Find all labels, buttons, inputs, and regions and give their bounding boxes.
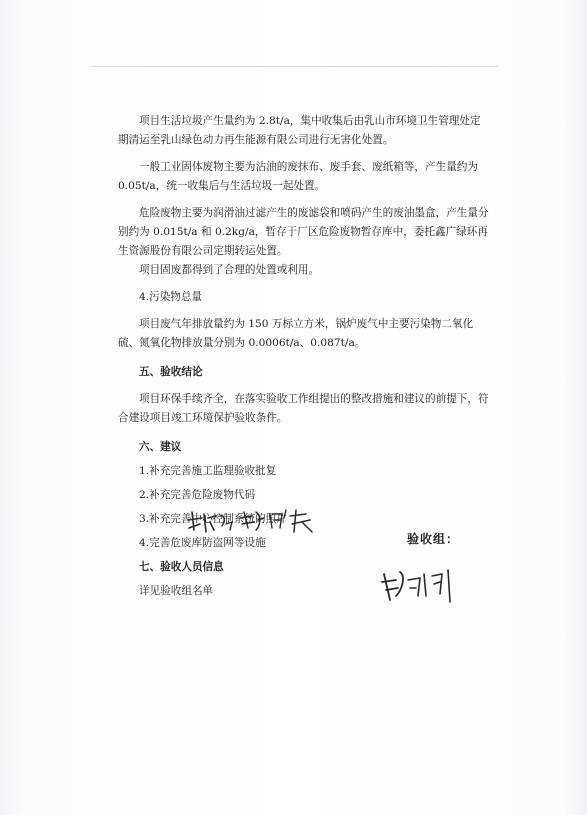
handwritten-signature-group (380, 566, 460, 606)
suggestion-item: 1.补充完善施工监理验收批复 (139, 465, 277, 477)
acceptance-group-label: 验收组： (407, 532, 460, 546)
paragraph-waste-summary: 项目固废都得到了合理的处置或利用。 (139, 264, 320, 276)
scan-edge-line (92, 66, 498, 67)
suggestion-item: 2.补充完善危险废物代码 (139, 489, 256, 501)
suggestions-heading: 六、建议 (139, 441, 182, 453)
suggestion-item: 3.补充完善中心控制系统的照片 (139, 513, 287, 525)
paragraph-industrial-waste: 一般工业固体废物主要为沾油的废抹布、废手套、废纸箱等，产生量约为 0.05t/a，统一收集后与生活垃圾一起处置。 (118, 161, 478, 192)
paragraph-hazardous-waste: 危险废物主要为润滑油过滤产生的废滤袋和喷码产生的废油墨盒，产生量分别约为 0.015t/a 和 0.2kg/a，暂存于厂区危险废物暂存库中，委托鑫广绿环再生资源股份有限公司定期转运处置。 (118, 207, 489, 257)
pollutant-heading: 4.污染物总量 (139, 291, 203, 303)
paragraph-personnel: 详见验收组名单 (139, 585, 214, 597)
handwritten-signatures (186, 506, 316, 536)
personnel-heading: 七、验收人员信息 (139, 561, 224, 573)
paragraph-pollutant-total: 项目废气年排放量约为 150 万标立方米，锅炉废气中主要污染物二氧化硫、氮氧化物排放量分别为 0.0006t/a、0.087t/a。 (118, 318, 474, 349)
suggestion-item: 4.完善危废库防盗网等设施 (139, 537, 266, 549)
paragraph-domestic-waste: 项目生活垃圾产生量约为 2.8t/a，集中收集后由乳山市环境卫生管理处定期清运至乳山绿色动力再生能源有限公司进行无害化处置。 (118, 115, 481, 146)
conclusion-heading: 五、验收结论 (139, 366, 203, 378)
paragraph-conclusion: 项目环保手续齐全，在落实验收工作组提出的整改措施和建议的前提下，符合建设项目竣工环境保护验收条件。 (118, 393, 489, 424)
